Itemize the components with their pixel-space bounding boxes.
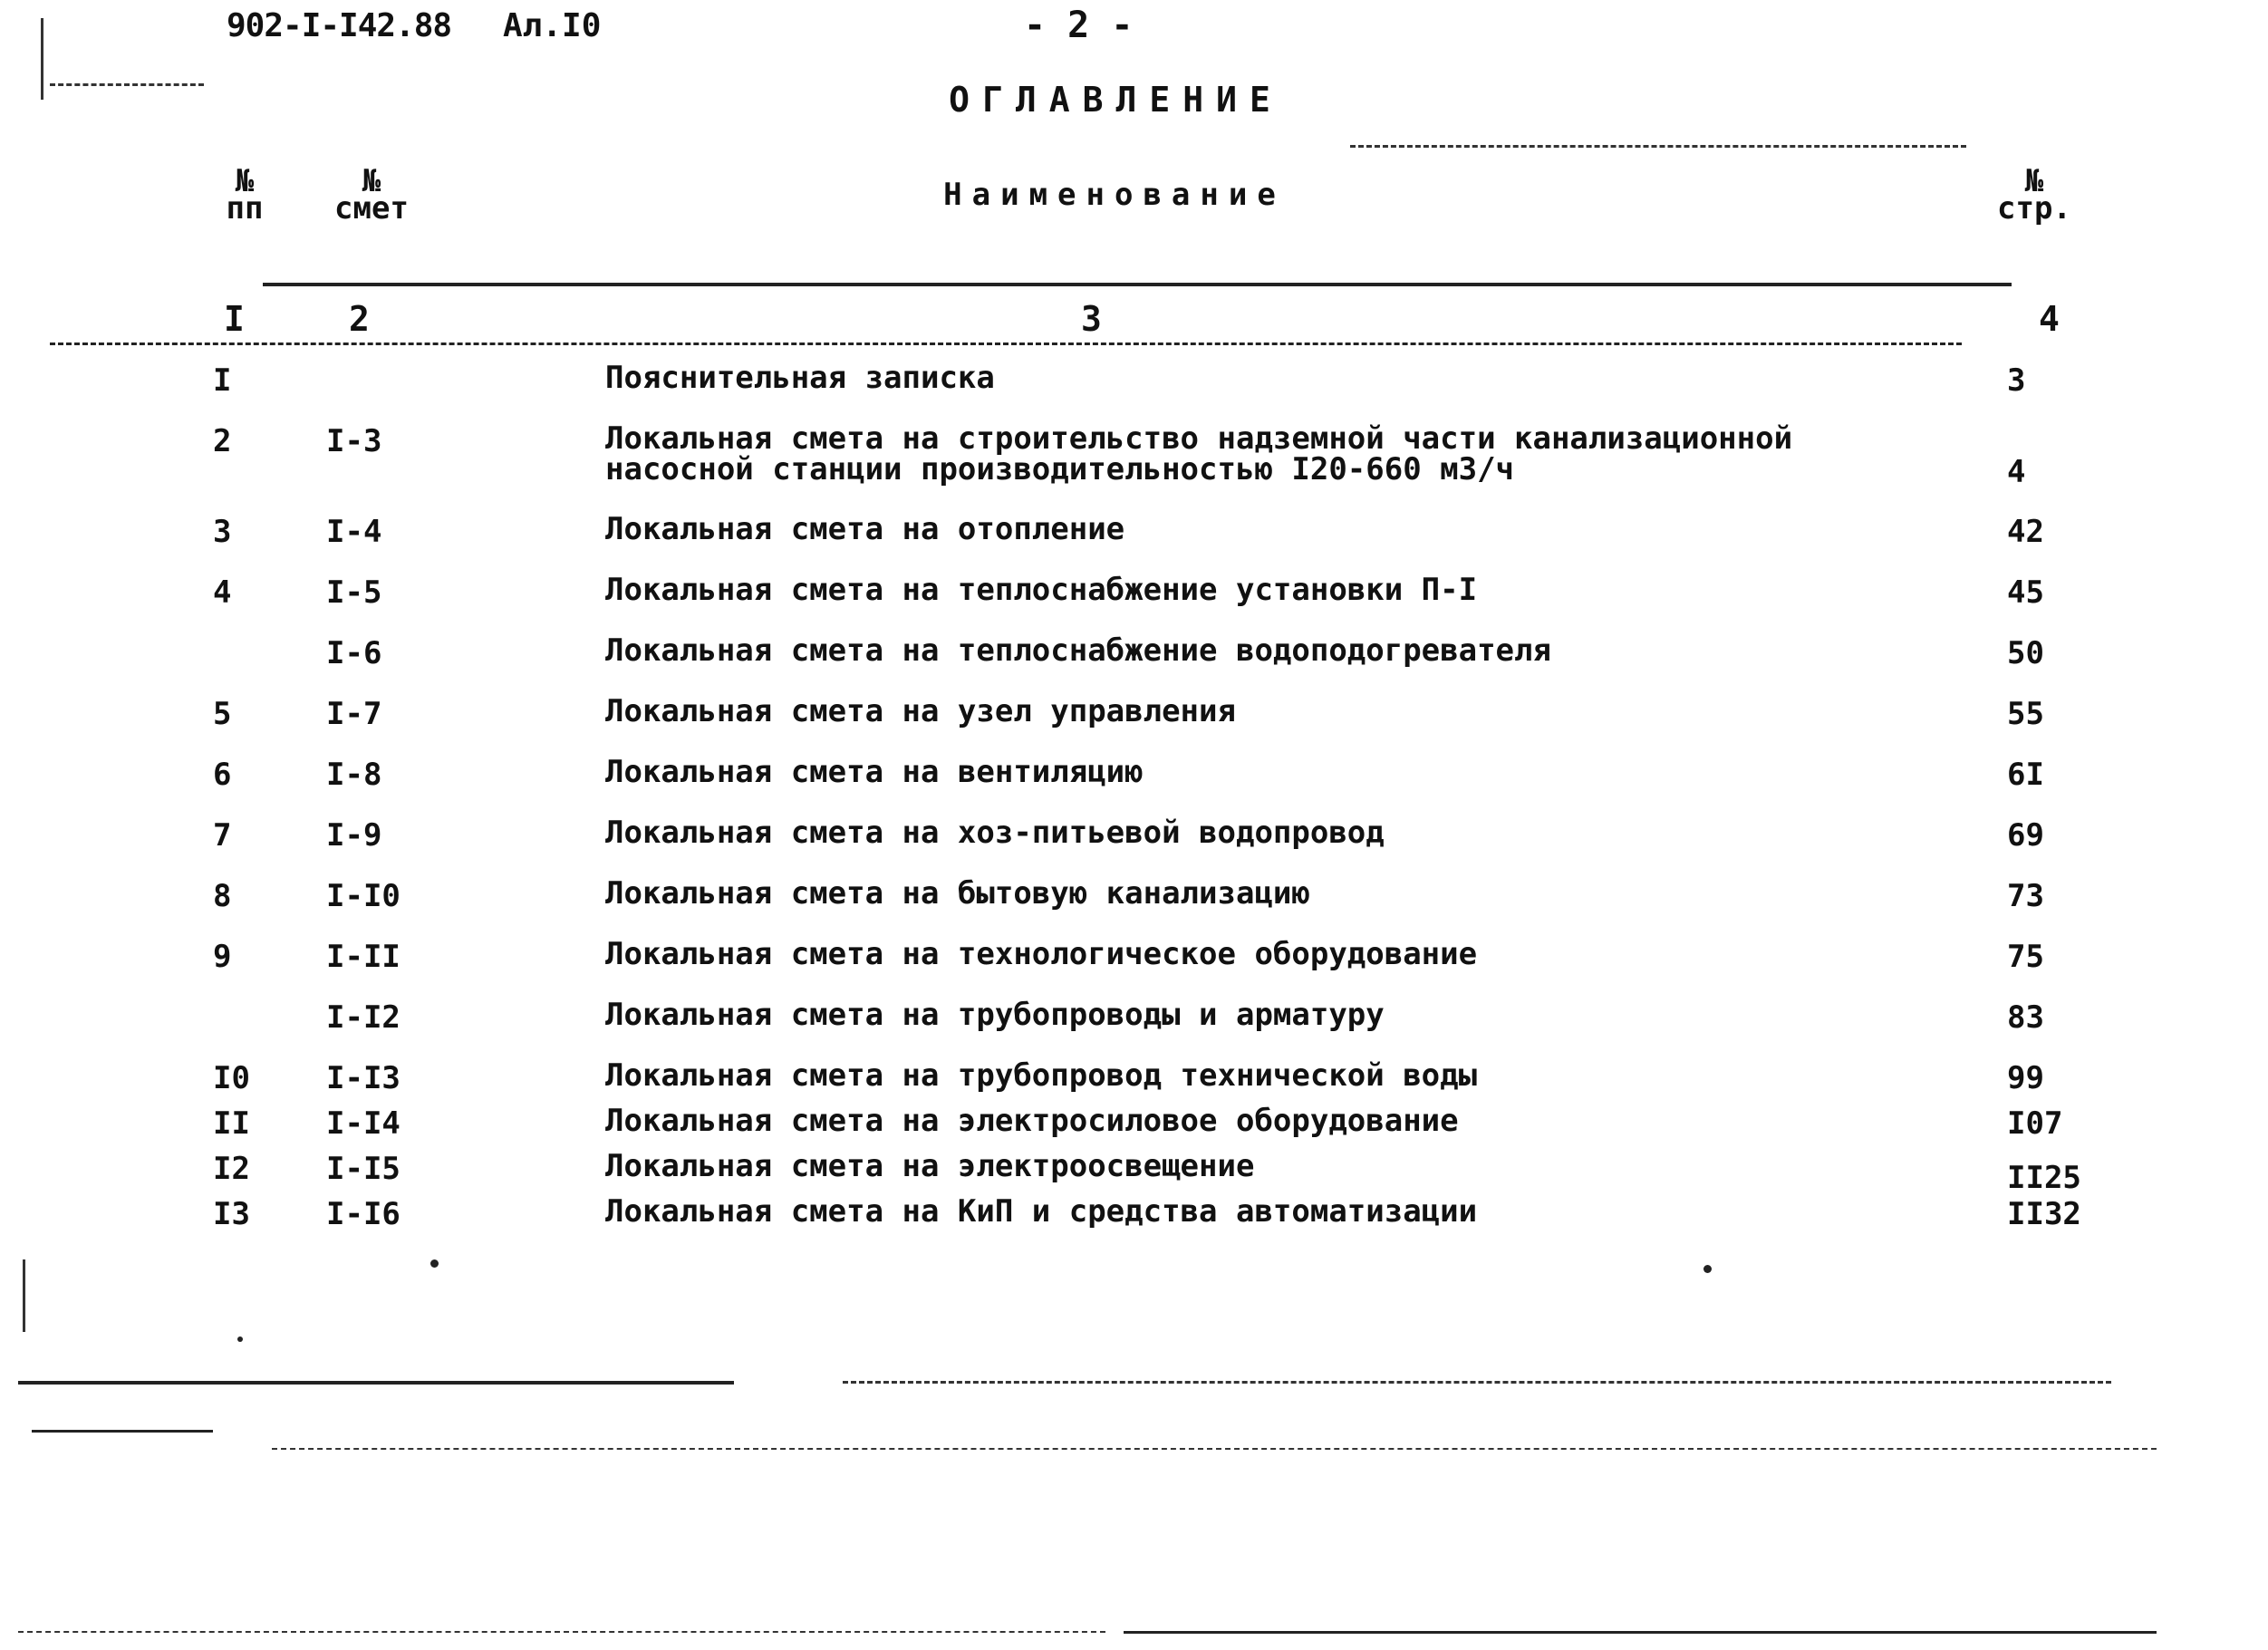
row-pp: I2 (213, 1151, 250, 1187)
page-title-text: ОГЛАВЛЕНИЕ (949, 80, 1283, 120)
row-name: Локальная смета на трубопровод технической воды (605, 1057, 1478, 1094)
table-row (0, 511, 2268, 568)
row-pp: I (213, 362, 232, 399)
footer-rule-right (1124, 1631, 2157, 1634)
row-pp: II (213, 1105, 250, 1142)
bottom-rule-2-left (32, 1430, 213, 1433)
row-pp: 9 (213, 939, 232, 975)
row-page: 50 (2007, 635, 2044, 671)
row-page: 45 (2007, 574, 2044, 611)
bottom-rule-left (18, 1381, 734, 1385)
row-page: 55 (2007, 696, 2044, 732)
row-name (605, 420, 1793, 487)
table-row (0, 817, 2268, 872)
footer-rule-left (18, 1631, 1105, 1633)
row-pp: 6 (213, 757, 232, 793)
table-row (0, 936, 2268, 993)
row-page: 69 (2007, 817, 2044, 854)
row-page: 75 (2007, 939, 2044, 975)
row-page: 4 (2007, 454, 2026, 490)
row-smet: I-I2 (326, 999, 401, 1036)
column-header-smet-symbol: № (362, 163, 381, 199)
row-smet: I-I6 (326, 1196, 401, 1232)
row-name-line2: насосной станции производительностью I20-660 м3/ч (605, 451, 1515, 487)
table-row (0, 632, 2268, 690)
table-row (0, 693, 2268, 750)
row-smet: I-8 (326, 757, 382, 793)
row-pp: 2 (213, 423, 232, 459)
row-name: Локальная смета на хоз-питьевой водопровод (605, 815, 1385, 851)
column-header-pp-label: пп (226, 190, 264, 227)
table-row (0, 420, 2268, 496)
row-pp: 4 (213, 574, 232, 611)
scan-speck (1703, 1265, 1712, 1273)
row-smet: I-I4 (326, 1105, 401, 1142)
row-name: Локальная смета на технологическое оборудование (605, 936, 1478, 972)
row-page: 73 (2007, 878, 2044, 914)
column-number-1: I (224, 299, 245, 339)
column-header-page-symbol: № (2024, 163, 2044, 199)
row-smet: I-II (326, 939, 401, 975)
row-name: Локальная смета на электросиловое оборудование (605, 1103, 1459, 1139)
row-name: Локальная смета на КиП и средства автоматизации (605, 1193, 1478, 1230)
column-header-pp-symbol: № (235, 163, 255, 199)
column-number-rule (50, 343, 1962, 345)
row-smet: I-5 (326, 574, 382, 611)
row-smet: I-I3 (326, 1060, 401, 1096)
row-name: Локальная смета на узел управления (605, 693, 1236, 729)
row-page: II32 (2007, 1196, 2081, 1232)
column-header-page (1989, 163, 2080, 227)
row-pp: I0 (213, 1060, 250, 1096)
column-header-smet (317, 163, 426, 227)
row-page: 6I (2007, 757, 2044, 793)
row-page: II25 (2007, 1160, 2081, 1196)
row-name: Локальная смета на теплоснабжение установки П-I (605, 572, 1478, 608)
page-number: - 2 - (1024, 5, 1134, 46)
column-header-name: Наименование (943, 177, 1286, 213)
row-name: Локальная смета на вентиляцию (605, 754, 1144, 790)
bottom-rule-2 (272, 1448, 2157, 1450)
row-smet: I-4 (326, 514, 382, 550)
document-code: 902-I-I42.88 (227, 7, 452, 44)
bottom-rule-right (843, 1381, 2111, 1384)
column-header-smet-label: смет (334, 190, 409, 227)
table-row (0, 999, 2268, 1054)
table-row (0, 754, 2268, 811)
row-name-line1: Локальная смета на строительство надземной части канализационной (605, 420, 1793, 457)
column-header-page-label: стр. (1997, 190, 2071, 227)
row-smet: I-9 (326, 817, 382, 854)
left-edge-mark (23, 1259, 25, 1332)
table-row (0, 875, 2268, 932)
row-smet: I-6 (326, 635, 382, 671)
row-page: I07 (2007, 1105, 2063, 1142)
row-name: Локальная смета на трубопроводы и арматуру (605, 997, 1385, 1033)
row-pp: 8 (213, 878, 232, 914)
row-pp: 3 (213, 514, 232, 550)
left-dash-mark (50, 83, 204, 86)
row-pp: 5 (213, 696, 232, 732)
table-row (0, 574, 2268, 629)
row-pp: I3 (213, 1196, 250, 1232)
column-number-2: 2 (349, 299, 370, 339)
column-header-pp (204, 163, 285, 227)
row-page: 83 (2007, 999, 2044, 1036)
table-row (0, 1193, 2268, 1250)
left-edge-mark (41, 18, 43, 100)
sheet-number: Ал.I0 (503, 7, 602, 44)
row-name: Локальная смета на электроосвещение (605, 1148, 1255, 1184)
table-row (0, 362, 2268, 417)
row-page: 42 (2007, 514, 2044, 550)
header-rule (263, 283, 2012, 286)
column-number-3: 3 (1081, 299, 1102, 339)
scan-speck (237, 1336, 243, 1342)
row-page: 3 (2007, 362, 2026, 399)
row-smet: I-I5 (326, 1151, 401, 1187)
row-pp: 7 (213, 817, 232, 854)
page-title (0, 80, 2268, 120)
row-name: Локальная смета на теплоснабжение водоподогревателя (605, 632, 1551, 669)
row-name: Локальная смета на отопление (605, 511, 1125, 547)
row-page: 99 (2007, 1060, 2044, 1096)
row-smet: I-3 (326, 423, 382, 459)
row-smet: I-I0 (326, 878, 401, 914)
column-number-4: 4 (2039, 299, 2060, 339)
row-name: Локальная смета на бытовую канализацию (605, 875, 1310, 912)
header-dash-rule (1350, 145, 1966, 148)
scan-speck (430, 1259, 439, 1268)
row-smet: I-7 (326, 696, 382, 732)
row-name: Пояснительная записка (605, 360, 995, 396)
